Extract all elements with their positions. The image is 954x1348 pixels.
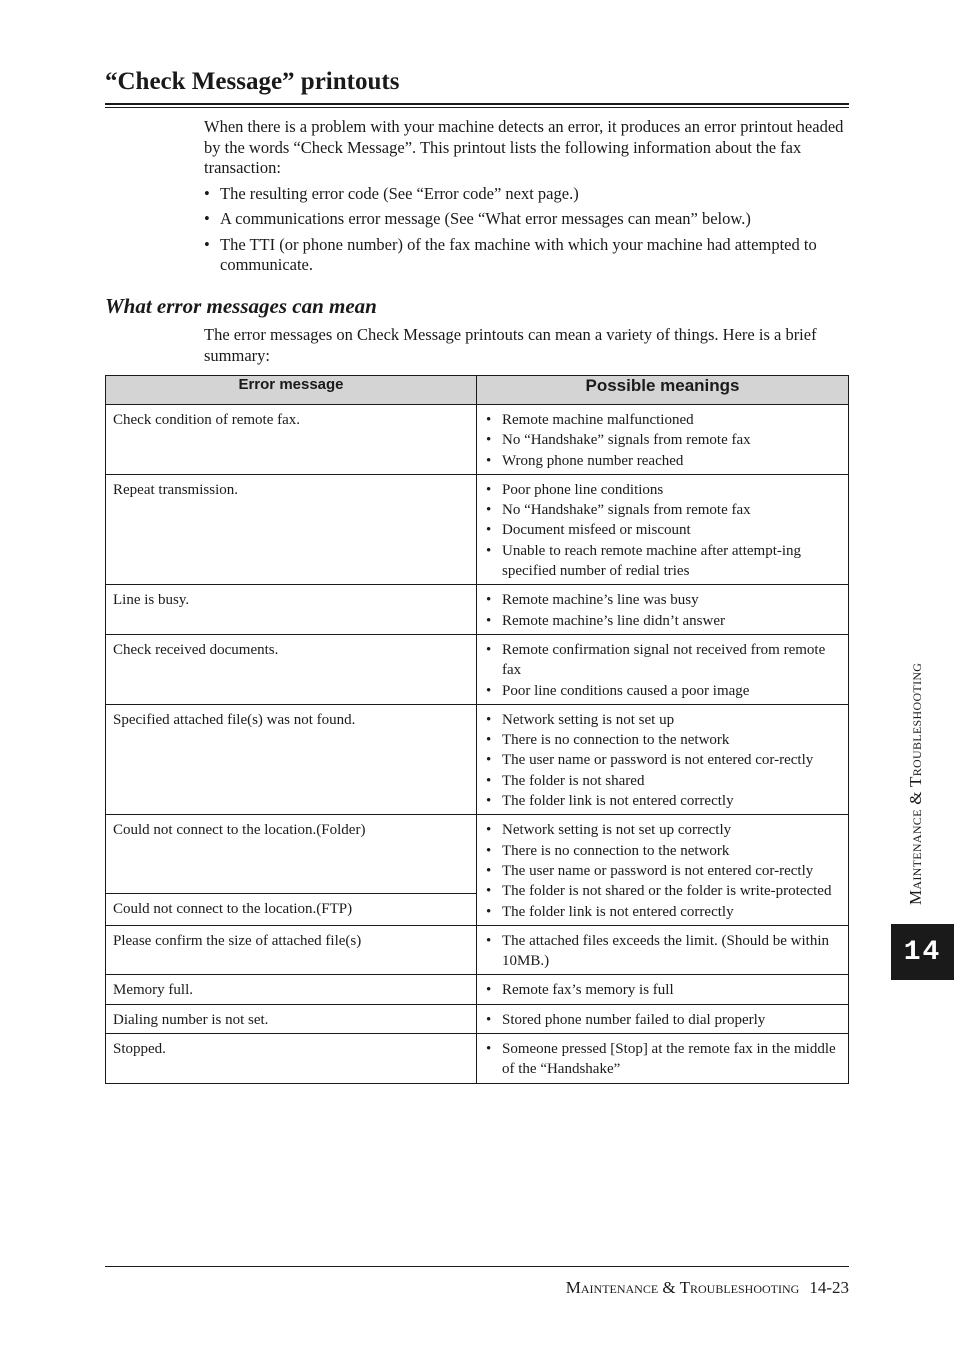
meaning-text: There is no connection to the network bbox=[502, 732, 730, 749]
error-message-cell: Stopped. bbox=[106, 1034, 477, 1084]
error-message-cell: Specified attached file(s) was not found. bbox=[106, 704, 477, 814]
meaning-text: Wrong phone number reached bbox=[502, 452, 684, 469]
meanings-list bbox=[484, 820, 841, 921]
bullet-icon: • bbox=[486, 682, 492, 699]
bullet-icon: • bbox=[486, 1041, 492, 1058]
list-item bbox=[204, 235, 849, 276]
list-item bbox=[484, 771, 841, 791]
bullet-icon: • bbox=[486, 542, 492, 559]
list-item bbox=[484, 430, 841, 450]
table-body bbox=[106, 405, 849, 1084]
list-item bbox=[484, 410, 841, 430]
meanings-list bbox=[484, 931, 841, 972]
meaning-text: Stored phone number failed to dial properly bbox=[502, 1011, 766, 1028]
meanings-list bbox=[484, 980, 841, 1000]
meanings-list bbox=[484, 410, 841, 471]
error-message-cell: Line is busy. bbox=[106, 585, 477, 635]
error-message-cell: Dialing number is not set. bbox=[106, 1004, 477, 1033]
bullet-icon: • bbox=[486, 432, 492, 449]
bullet-icon: • bbox=[486, 883, 492, 900]
table-row bbox=[106, 815, 849, 894]
page-title: “Check Message” printouts bbox=[105, 68, 400, 95]
meaning-text: Someone pressed [Stop] at the remote fax in the middle of the “Handshake” bbox=[502, 1041, 836, 1078]
meaning-text: Remote confirmation signal not received from remote fax bbox=[502, 641, 826, 679]
list-item bbox=[484, 611, 841, 631]
list-item bbox=[484, 1039, 841, 1080]
list-item bbox=[484, 1010, 841, 1030]
bullet-icon: • bbox=[486, 982, 492, 999]
bullet-icon: • bbox=[486, 522, 492, 539]
bullet-icon: • bbox=[486, 612, 492, 629]
meaning-text: The user name or password is not entered cor-rectly bbox=[502, 752, 814, 769]
error-message-cell: Check condition of remote fax. bbox=[106, 405, 477, 475]
meaning-text: There is no connection to the network bbox=[502, 842, 730, 859]
bullet-icon: • bbox=[486, 793, 492, 810]
table-row bbox=[106, 925, 849, 975]
meanings-cell bbox=[477, 1004, 849, 1033]
meaning-text: Remote machine malfunctioned bbox=[502, 412, 694, 428]
error-message-cell: Memory full. bbox=[106, 975, 477, 1004]
error-message-cell: Could not connect to the location.(FTP) bbox=[106, 894, 477, 925]
error-message-cell: Check received documents. bbox=[106, 634, 477, 704]
meaning-text: The user name or password is not entered cor-rectly bbox=[502, 862, 814, 879]
bullet-icon: • bbox=[486, 772, 492, 789]
table-row bbox=[106, 1004, 849, 1033]
list-item bbox=[484, 980, 841, 1000]
bullet-icon: • bbox=[486, 822, 492, 839]
meanings-cell bbox=[477, 474, 849, 584]
meanings-list bbox=[484, 1010, 841, 1030]
meanings-cell bbox=[477, 1034, 849, 1084]
meanings-cell bbox=[477, 585, 849, 635]
list-item bbox=[484, 791, 841, 811]
list-item bbox=[484, 681, 841, 701]
list-item bbox=[484, 820, 841, 840]
list-item bbox=[484, 750, 841, 770]
meaning-text: The folder link is not entered correctly bbox=[502, 793, 734, 810]
bullet-icon: • bbox=[486, 452, 492, 469]
meaning-text: Network setting is not set up correctly bbox=[502, 822, 732, 839]
intro-paragraph: When there is a problem with your machine detects an error, it produces an error printout headed by the words “Check Message”. This printout lists the following information about the fax transaction: bbox=[204, 117, 844, 177]
meaning-text: Remote fax’s memory is full bbox=[502, 982, 674, 999]
title-rule bbox=[105, 103, 849, 105]
meanings-cell bbox=[477, 975, 849, 1004]
table-row bbox=[106, 1034, 849, 1084]
column-header-error-message: Error message bbox=[106, 376, 477, 405]
list-item bbox=[484, 730, 841, 750]
meaning-text: No “Handshake” signals from remote fax bbox=[502, 502, 751, 519]
footer-section-title: Maintenance & Troubleshooting bbox=[565, 1278, 800, 1297]
list-item bbox=[484, 931, 841, 972]
bullet-icon: • bbox=[486, 641, 492, 658]
bullet-icon: • bbox=[486, 502, 492, 519]
list-item-text: The resulting error code (See “Error code” next page.) bbox=[220, 183, 579, 203]
list-item bbox=[484, 590, 841, 610]
meaning-text: Unable to reach remote machine after attempt-ing specified number of redial tries bbox=[502, 542, 802, 580]
list-item bbox=[484, 710, 841, 730]
meanings-list bbox=[484, 1039, 841, 1080]
meanings-list bbox=[484, 710, 841, 811]
footer-rule bbox=[105, 1266, 849, 1267]
meaning-text: No “Handshake” signals from remote fax bbox=[502, 432, 751, 449]
list-item bbox=[204, 184, 849, 205]
intro-section bbox=[204, 117, 849, 281]
side-section-label: Maintenance & Troubleshooting bbox=[906, 662, 925, 905]
meanings-cell bbox=[477, 704, 849, 814]
error-message-cell: Could not connect to the location.(Folder) bbox=[106, 815, 477, 894]
list-item bbox=[484, 841, 841, 861]
bullet-icon: • bbox=[486, 842, 492, 859]
list-item-text: The TTI (or phone number) of the fax machine with which your machine had attempted to communicate. bbox=[220, 234, 817, 274]
meaning-text: The attached files exceeds the limit. (Should be within 10MB.) bbox=[502, 932, 829, 970]
meaning-text: Remote machine’s line didn’t answer bbox=[502, 612, 726, 629]
meanings-cell bbox=[477, 815, 849, 925]
meaning-text: Document misfeed or miscount bbox=[502, 522, 691, 539]
list-item bbox=[484, 640, 841, 681]
page-number: 14-23 bbox=[809, 1278, 849, 1297]
intro-bullet-list bbox=[204, 184, 849, 276]
meaning-text: Poor line conditions caused a poor image bbox=[502, 682, 750, 699]
meaning-text: Network setting is not set up bbox=[502, 711, 675, 728]
list-item bbox=[484, 881, 841, 901]
bullet-icon: • bbox=[486, 862, 492, 879]
list-item bbox=[204, 209, 849, 230]
list-item bbox=[484, 861, 841, 881]
bullet-icon: • bbox=[486, 412, 492, 428]
bullet-icon: • bbox=[486, 903, 492, 920]
table-row bbox=[106, 405, 849, 475]
bullet-icon: • bbox=[486, 1011, 492, 1028]
section-intro: The error messages on Check Message printouts can mean a variety of things. Here is a brief summary: bbox=[204, 325, 817, 365]
bullet-icon: • bbox=[204, 209, 210, 228]
table-row bbox=[106, 634, 849, 704]
table-row bbox=[106, 704, 849, 814]
table-row bbox=[106, 585, 849, 635]
error-message-cell: Repeat transmission. bbox=[106, 474, 477, 584]
bullet-icon: • bbox=[486, 732, 492, 749]
list-item bbox=[484, 500, 841, 520]
bullet-icon: • bbox=[486, 481, 492, 498]
bullet-icon: • bbox=[486, 932, 492, 949]
bullet-icon: • bbox=[486, 752, 492, 769]
table-header-row bbox=[106, 376, 849, 405]
chapter-tab: 14 bbox=[891, 924, 954, 980]
list-item bbox=[484, 451, 841, 471]
list-item-text: A communications error message (See “What error messages can mean” below.) bbox=[220, 209, 751, 228]
meanings-cell bbox=[477, 405, 849, 475]
meaning-text: The folder is not shared or the folder is write-protected bbox=[502, 883, 832, 900]
meanings-list bbox=[484, 480, 841, 581]
meanings-cell bbox=[477, 634, 849, 704]
meanings-cell bbox=[477, 925, 849, 975]
bullet-icon: • bbox=[204, 183, 210, 203]
list-item bbox=[484, 902, 841, 922]
bullet-icon: • bbox=[486, 711, 492, 728]
bullet-icon: • bbox=[204, 234, 210, 254]
meanings-list bbox=[484, 590, 841, 631]
meanings-list bbox=[484, 640, 841, 701]
column-header-possible-meanings: Possible meanings bbox=[477, 376, 849, 405]
list-item bbox=[484, 541, 841, 582]
section-heading: What error messages can mean bbox=[105, 294, 377, 318]
meaning-text: The folder is not shared bbox=[502, 772, 645, 789]
title-rule-thin bbox=[105, 107, 849, 108]
error-message-table bbox=[105, 375, 849, 1084]
meaning-text: Remote machine’s line was busy bbox=[502, 592, 699, 609]
table-row bbox=[106, 975, 849, 1004]
error-message-cell: Please confirm the size of attached file(s) bbox=[106, 925, 477, 975]
meaning-text: The folder link is not entered correctly bbox=[502, 903, 734, 920]
table-row bbox=[106, 474, 849, 584]
meaning-text: Poor phone line conditions bbox=[502, 481, 664, 498]
bullet-icon: • bbox=[486, 592, 492, 609]
page-footer bbox=[566, 1278, 849, 1298]
list-item bbox=[484, 520, 841, 540]
list-item bbox=[484, 480, 841, 500]
